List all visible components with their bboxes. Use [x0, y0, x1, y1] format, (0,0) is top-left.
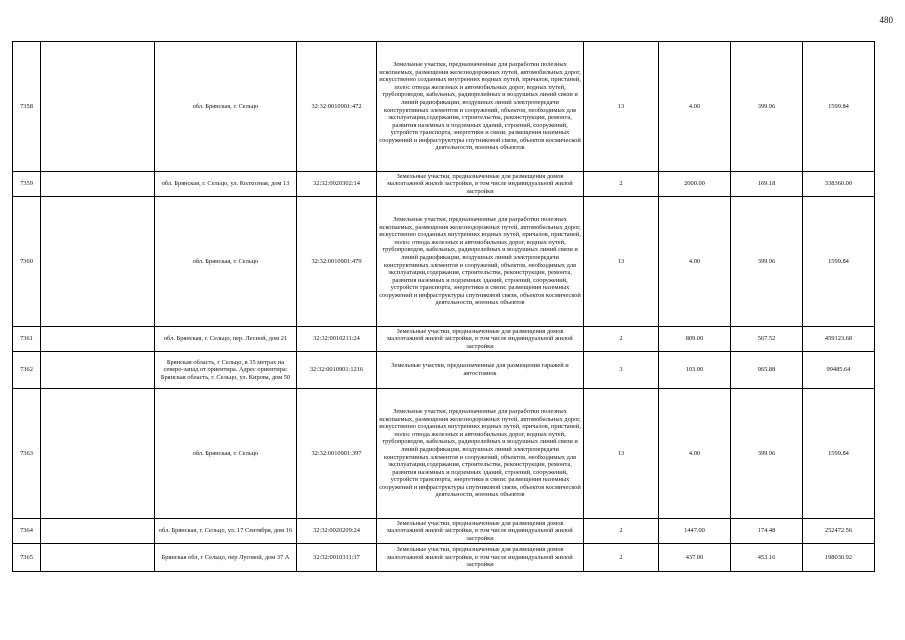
cadastral-number-cell: 32:32:0010901:1216 — [297, 352, 377, 389]
address-cell: Брянская область, г Сельцо, в 35 метрах на северо-запад от ориентира. Адрес ориентира: Брянская область, г. Сельцо, ул. Кирова, дом 50 — [155, 352, 297, 389]
specific-value-cell: 399.96 — [731, 389, 803, 519]
specific-value-cell: 174.48 — [731, 519, 803, 544]
area-cell: 2000.00 — [659, 172, 731, 197]
land-use-cell: Земельные участки, предназначенные для размещения домов малоэтажной жилой застройки, в том числе индивидуальной жилой застройки — [377, 519, 584, 544]
row-number: 7358 — [13, 42, 41, 172]
land-use-cell: Земельные участки, предназначенные для разработки полезных ископаемых, размещения железнодорожных путей, автомобильных дорог, искусственно созданных внутренних водных путей, причалов, пристаней, полос отвода железных и автомобильных дорог, водных путей, трубопроводов, кабельных, радиорелейных и воздушных линий связи и линий радиофикации, воздушных линий электропередачи конструктивных элементов и сооружений, объектов, необходимых для эксплуатации,содержания, строительства, реконструкции, ремонта, развития наземных и подземных зданий, строений, сооружений, устройств транспорта, энергетики и связи; размещения наземных сооружений и инфраструктуры спутниковой связи, объектов космической деятельности, военных объектов — [377, 389, 584, 519]
blank-cell — [41, 197, 155, 327]
address-cell: обл. Брянская, г. Сельцо — [155, 42, 297, 172]
group-cell: 13 — [584, 42, 659, 172]
address-cell: Брянская обл, г Сельцо, пер Луговой, дом 37 А — [155, 544, 297, 572]
blank-cell — [41, 327, 155, 352]
table-row — [13, 352, 875, 389]
cadastral-number-cell: 32:32:0020209:24 — [297, 519, 377, 544]
row-number: 7359 — [13, 172, 41, 197]
table-row — [13, 544, 875, 572]
table-row — [13, 197, 875, 327]
table-row — [13, 389, 875, 519]
area-cell: 1447.00 — [659, 519, 731, 544]
group-cell: 2 — [584, 172, 659, 197]
cadastral-value-cell: 459123.68 — [803, 327, 875, 352]
group-cell: 3 — [584, 352, 659, 389]
blank-cell — [41, 352, 155, 389]
specific-value-cell: 169.18 — [731, 172, 803, 197]
specific-value-cell: 399.96 — [731, 42, 803, 172]
area-cell: 4.00 — [659, 197, 731, 327]
row-number: 7362 — [13, 352, 41, 389]
table-row — [13, 327, 875, 352]
land-use-cell: Земельные участки, предназначенные для разработки полезных ископаемых, размещения железнодорожных путей, автомобильных дорог, искусственно созданных внутренних водных путей, причалов, пристаней, полос отвода железных и автомобильных дорог, водных путей, трубопроводов, кабельных, радиорелейных и воздушных линий связи и линий радиофикации, воздушных линий электропередачи конструктивных элементов и сооружений, объектов, необходимых для эксплуатации,содержания, строительства, реконструкции, ремонта, развития наземных и подземных зданий, строений, сооружений, устройств транспорта, энергетики и связи; размещения наземных сооружений и инфраструктуры спутниковой связи, объектов космической деятельности, военных объектов — [377, 42, 584, 172]
specific-value-cell: 567.52 — [731, 327, 803, 352]
specific-value-cell: 965.88 — [731, 352, 803, 389]
group-cell: 2 — [584, 544, 659, 572]
cadastral-number-cell: 32:32:0010211:24 — [297, 327, 377, 352]
address-cell: обл. Брянская, г. Сельцо, пер. Лесной, дом 21 — [155, 327, 297, 352]
land-use-cell: Земельные участки, предназначенные для размещения домов малоэтажной жилой застройки, в том числе индивидуальной жилой застройки — [377, 327, 584, 352]
specific-value-cell: 453.16 — [731, 544, 803, 572]
area-cell: 4.00 — [659, 42, 731, 172]
address-cell: обл. Брянская, г. Сельцо, ул. Колхозная, дом 13 — [155, 172, 297, 197]
cadastral-value-cell: 338360.00 — [803, 172, 875, 197]
land-use-cell: Земельные участки, предназначенные для размещения домов малоэтажной жилой застройки, в том числе индивидуальной жилой застройки — [377, 544, 584, 572]
land-registry-table — [12, 41, 875, 572]
cadastral-value-cell: 198030.92 — [803, 544, 875, 572]
area-cell: 809.00 — [659, 327, 731, 352]
cadastral-value-cell: 252472.56 — [803, 519, 875, 544]
blank-cell — [41, 172, 155, 197]
land-use-cell: Земельные участки, предназначенные для размещения гаражей и автостоянок — [377, 352, 584, 389]
blank-cell — [41, 519, 155, 544]
group-cell: 13 — [584, 389, 659, 519]
cadastral-value-cell: 99485.64 — [803, 352, 875, 389]
specific-value-cell: 399.96 — [731, 197, 803, 327]
row-number: 7363 — [13, 389, 41, 519]
cadastral-number-cell: 32:32:0020302:14 — [297, 172, 377, 197]
table-row — [13, 519, 875, 544]
blank-cell — [41, 389, 155, 519]
address-cell: обл. Брянская, г. Сельцо, ул. 17 Сентября, дом 16 — [155, 519, 297, 544]
land-use-cell: Земельные участки, предназначенные для размещения домов малоэтажной жилой застройки, в том числе индивидуальной жилой застройки — [377, 172, 584, 197]
cadastral-number-cell: 32:32:0010311:37 — [297, 544, 377, 572]
row-number: 7365 — [13, 544, 41, 572]
group-cell: 2 — [584, 327, 659, 352]
row-number: 7364 — [13, 519, 41, 544]
area-cell: 437.00 — [659, 544, 731, 572]
blank-cell — [41, 544, 155, 572]
area-cell: 103.00 — [659, 352, 731, 389]
cadastral-value-cell: 1599.84 — [803, 197, 875, 327]
land-use-cell: Земельные участки, предназначенные для разработки полезных ископаемых, размещения железнодорожных путей, автомобильных дорог, искусственно созданных внутренних водных путей, причалов, пристаней, полос отвода железных и автомобильных дорог, водных путей, трубопроводов, кабельных, радиорелейных и воздушных линий связи и линий радиофикации, воздушных линий электропередачи конструктивных элементов и сооружений, объектов, необходимых для эксплуатации,содержания, строительства, реконструкции, ремонта, развития наземных и подземных зданий, строений, сооружений, устройств транспорта, энергетики и связи; размещения наземных сооружений и инфраструктуры спутниковой связи, объектов космической деятельности, военных объектов — [377, 197, 584, 327]
group-cell: 13 — [584, 197, 659, 327]
cadastral-value-cell: 1599.84 — [803, 42, 875, 172]
page-number: 480 — [879, 15, 893, 25]
row-number: 7361 — [13, 327, 41, 352]
address-cell: обл. Брянская, г. Сельцо — [155, 197, 297, 327]
cadastral-number-cell: 32:32:0010901:397 — [297, 389, 377, 519]
cadastral-value-cell: 1599.84 — [803, 389, 875, 519]
cadastral-number-cell: 32:32:0010901:479 — [297, 197, 377, 327]
address-cell: обл. Брянская, г. Сельцо — [155, 389, 297, 519]
row-number: 7360 — [13, 197, 41, 327]
group-cell: 2 — [584, 519, 659, 544]
table-row — [13, 172, 875, 197]
table-row — [13, 42, 875, 172]
cadastral-number-cell: 32:32:0010901:472 — [297, 42, 377, 172]
blank-cell — [41, 42, 155, 172]
area-cell: 4.00 — [659, 389, 731, 519]
